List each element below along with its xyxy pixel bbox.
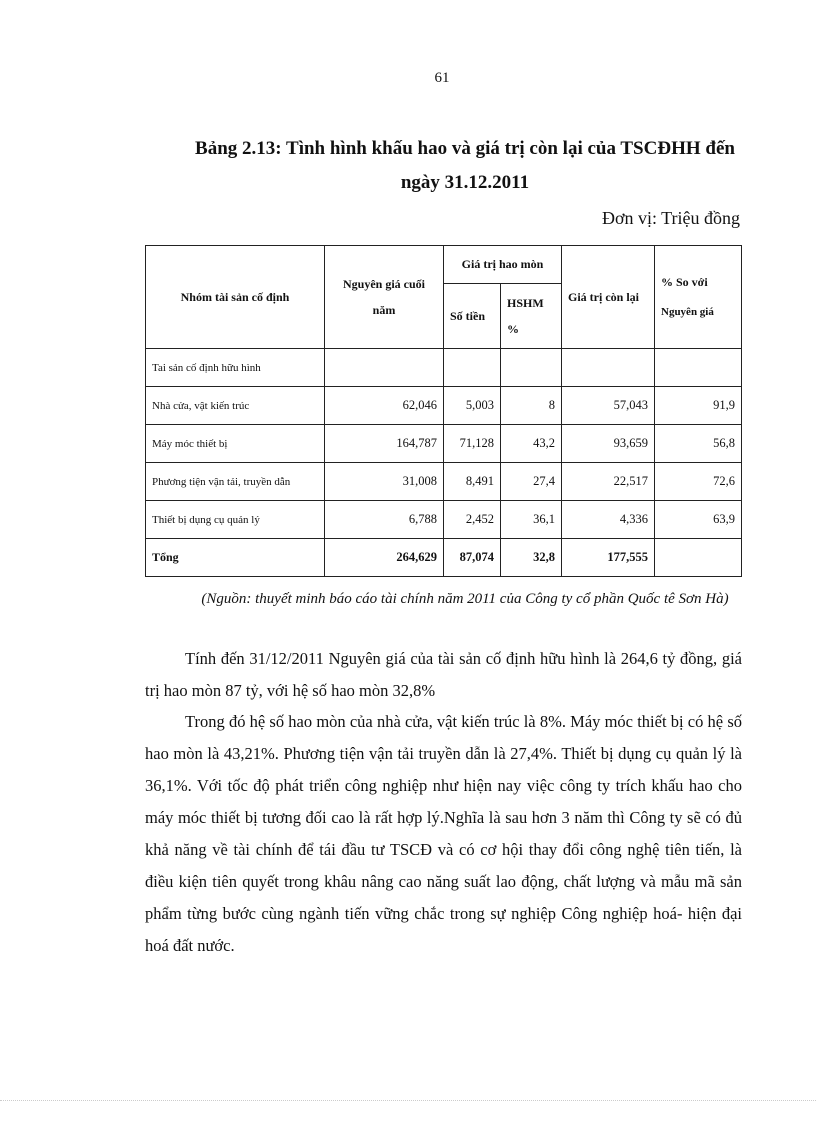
paragraph-1-text: Tính đến 31/12/2011 Nguyên giá của tài sản cố định hữu hình là 264,6 tỷ đồng, giá trị hao mòn 87 tỷ, với hệ số hao mòn 32,8% <box>145 649 742 700</box>
header-percent-label: % So với <box>661 275 708 289</box>
total-remaining: 177,555 <box>562 539 655 577</box>
row-amount: 8,491 <box>444 463 501 501</box>
table-title <box>145 132 785 200</box>
row-remaining: 4,336 <box>562 501 655 539</box>
unit-label: Đơn vị: Triệu đồng <box>601 208 740 228</box>
row-percent: 72,6 <box>655 463 742 501</box>
row-amount: 2,452 <box>444 501 501 539</box>
footer-divider <box>0 1100 816 1101</box>
header-rate: HSHM % <box>501 284 562 349</box>
paragraph-2 <box>145 706 742 962</box>
row-cost: 62,046 <box>325 387 444 425</box>
row-percent: 56,8 <box>655 425 742 463</box>
row-remaining: 22,517 <box>562 463 655 501</box>
row-cost: 6,788 <box>325 501 444 539</box>
depreciation-table <box>145 245 742 577</box>
row-name: Nhà cửa, vật kiến trúc <box>146 387 325 425</box>
total-rate: 32,8 <box>501 539 562 577</box>
row-amount: 71,128 <box>444 425 501 463</box>
row-percent: 91,9 <box>655 387 742 425</box>
header-amount: Số tiền <box>444 284 501 349</box>
page-number: 61 <box>434 70 450 86</box>
row-cost: 31,008 <box>325 463 444 501</box>
source-note: (Nguồn: thuyết minh báo cáo tài chính năm 2011 của Công ty cổ phần Quốc tê Sơn Hà) <box>201 591 729 607</box>
row-amount: 5,003 <box>444 387 501 425</box>
title-line-1: Bảng 2.13: Tình hình khấu hao và giá trị còn lại của TSCĐHH đến <box>195 138 735 159</box>
header-cost: Nguyên giá cuối năm <box>325 246 444 349</box>
table-row <box>146 425 742 463</box>
row-name: Thiết bị dụng cụ quản lý <box>146 501 325 539</box>
row-rate: 43,2 <box>501 425 562 463</box>
row-name: Máy móc thiết bị <box>146 425 325 463</box>
total-row <box>146 539 742 577</box>
table-row <box>146 501 742 539</box>
row-remaining: 93,659 <box>562 425 655 463</box>
title-line-2: ngày 31.12.2011 <box>400 172 530 193</box>
header-remaining: Giá trị còn lại <box>562 246 655 349</box>
header-percent <box>655 246 742 349</box>
row-percent: 63,9 <box>655 501 742 539</box>
total-cost: 264,629 <box>325 539 444 577</box>
header-depreciation: Giá trị hao mòn <box>444 246 562 284</box>
paragraph-1 <box>145 643 742 707</box>
table-row <box>146 463 742 501</box>
table-row <box>146 387 742 425</box>
total-amount: 87,074 <box>444 539 501 577</box>
paragraph-2-text: Trong đó hệ số hao mòn của nhà cửa, vật kiến trúc là 8%. Máy móc thiết bị có hệ số hao mòn là 43,21%. Phương tiện vận tải truyền dẫn là 27,4%. Thiết bị dụng cụ quản lý là 36,1%. Với tốc độ phát triển công nghiệp như hiện nay việc công ty trích khấu hao cho máy móc thiết bị tương đối cao là rất hợp lý.Nghĩa là sau hơn 3 năm thì Công ty sẽ có đủ khả năng về tài chính để tái đầu tư TSCĐ và có cơ hội thay đổi công nghệ tiên tiến, là điều kiện tiên quyết trong khâu nâng cao năng suất lao động, chất lượng và mẫu mã sản phẩm từng bước cùng ngành tiến vững chắc trong sự nghiệp Công nghiệp hoá- hiện đại hoá đất nước. <box>145 712 742 955</box>
total-name: Tổng <box>146 539 325 577</box>
row-rate: 36,1 <box>501 501 562 539</box>
total-percent <box>655 539 742 577</box>
row-cost: 164,787 <box>325 425 444 463</box>
row-name: Phương tiện vận tải, truyền dẫn <box>146 463 325 501</box>
row-rate: 27,4 <box>501 463 562 501</box>
header-percent-sub: Nguyên giá <box>661 306 714 318</box>
row-rate: 8 <box>501 387 562 425</box>
section-row <box>146 349 742 387</box>
section-label: Tai sản cố định hữu hình <box>146 349 325 387</box>
row-remaining: 57,043 <box>562 387 655 425</box>
header-group: Nhóm tài sản cố định <box>146 246 325 349</box>
